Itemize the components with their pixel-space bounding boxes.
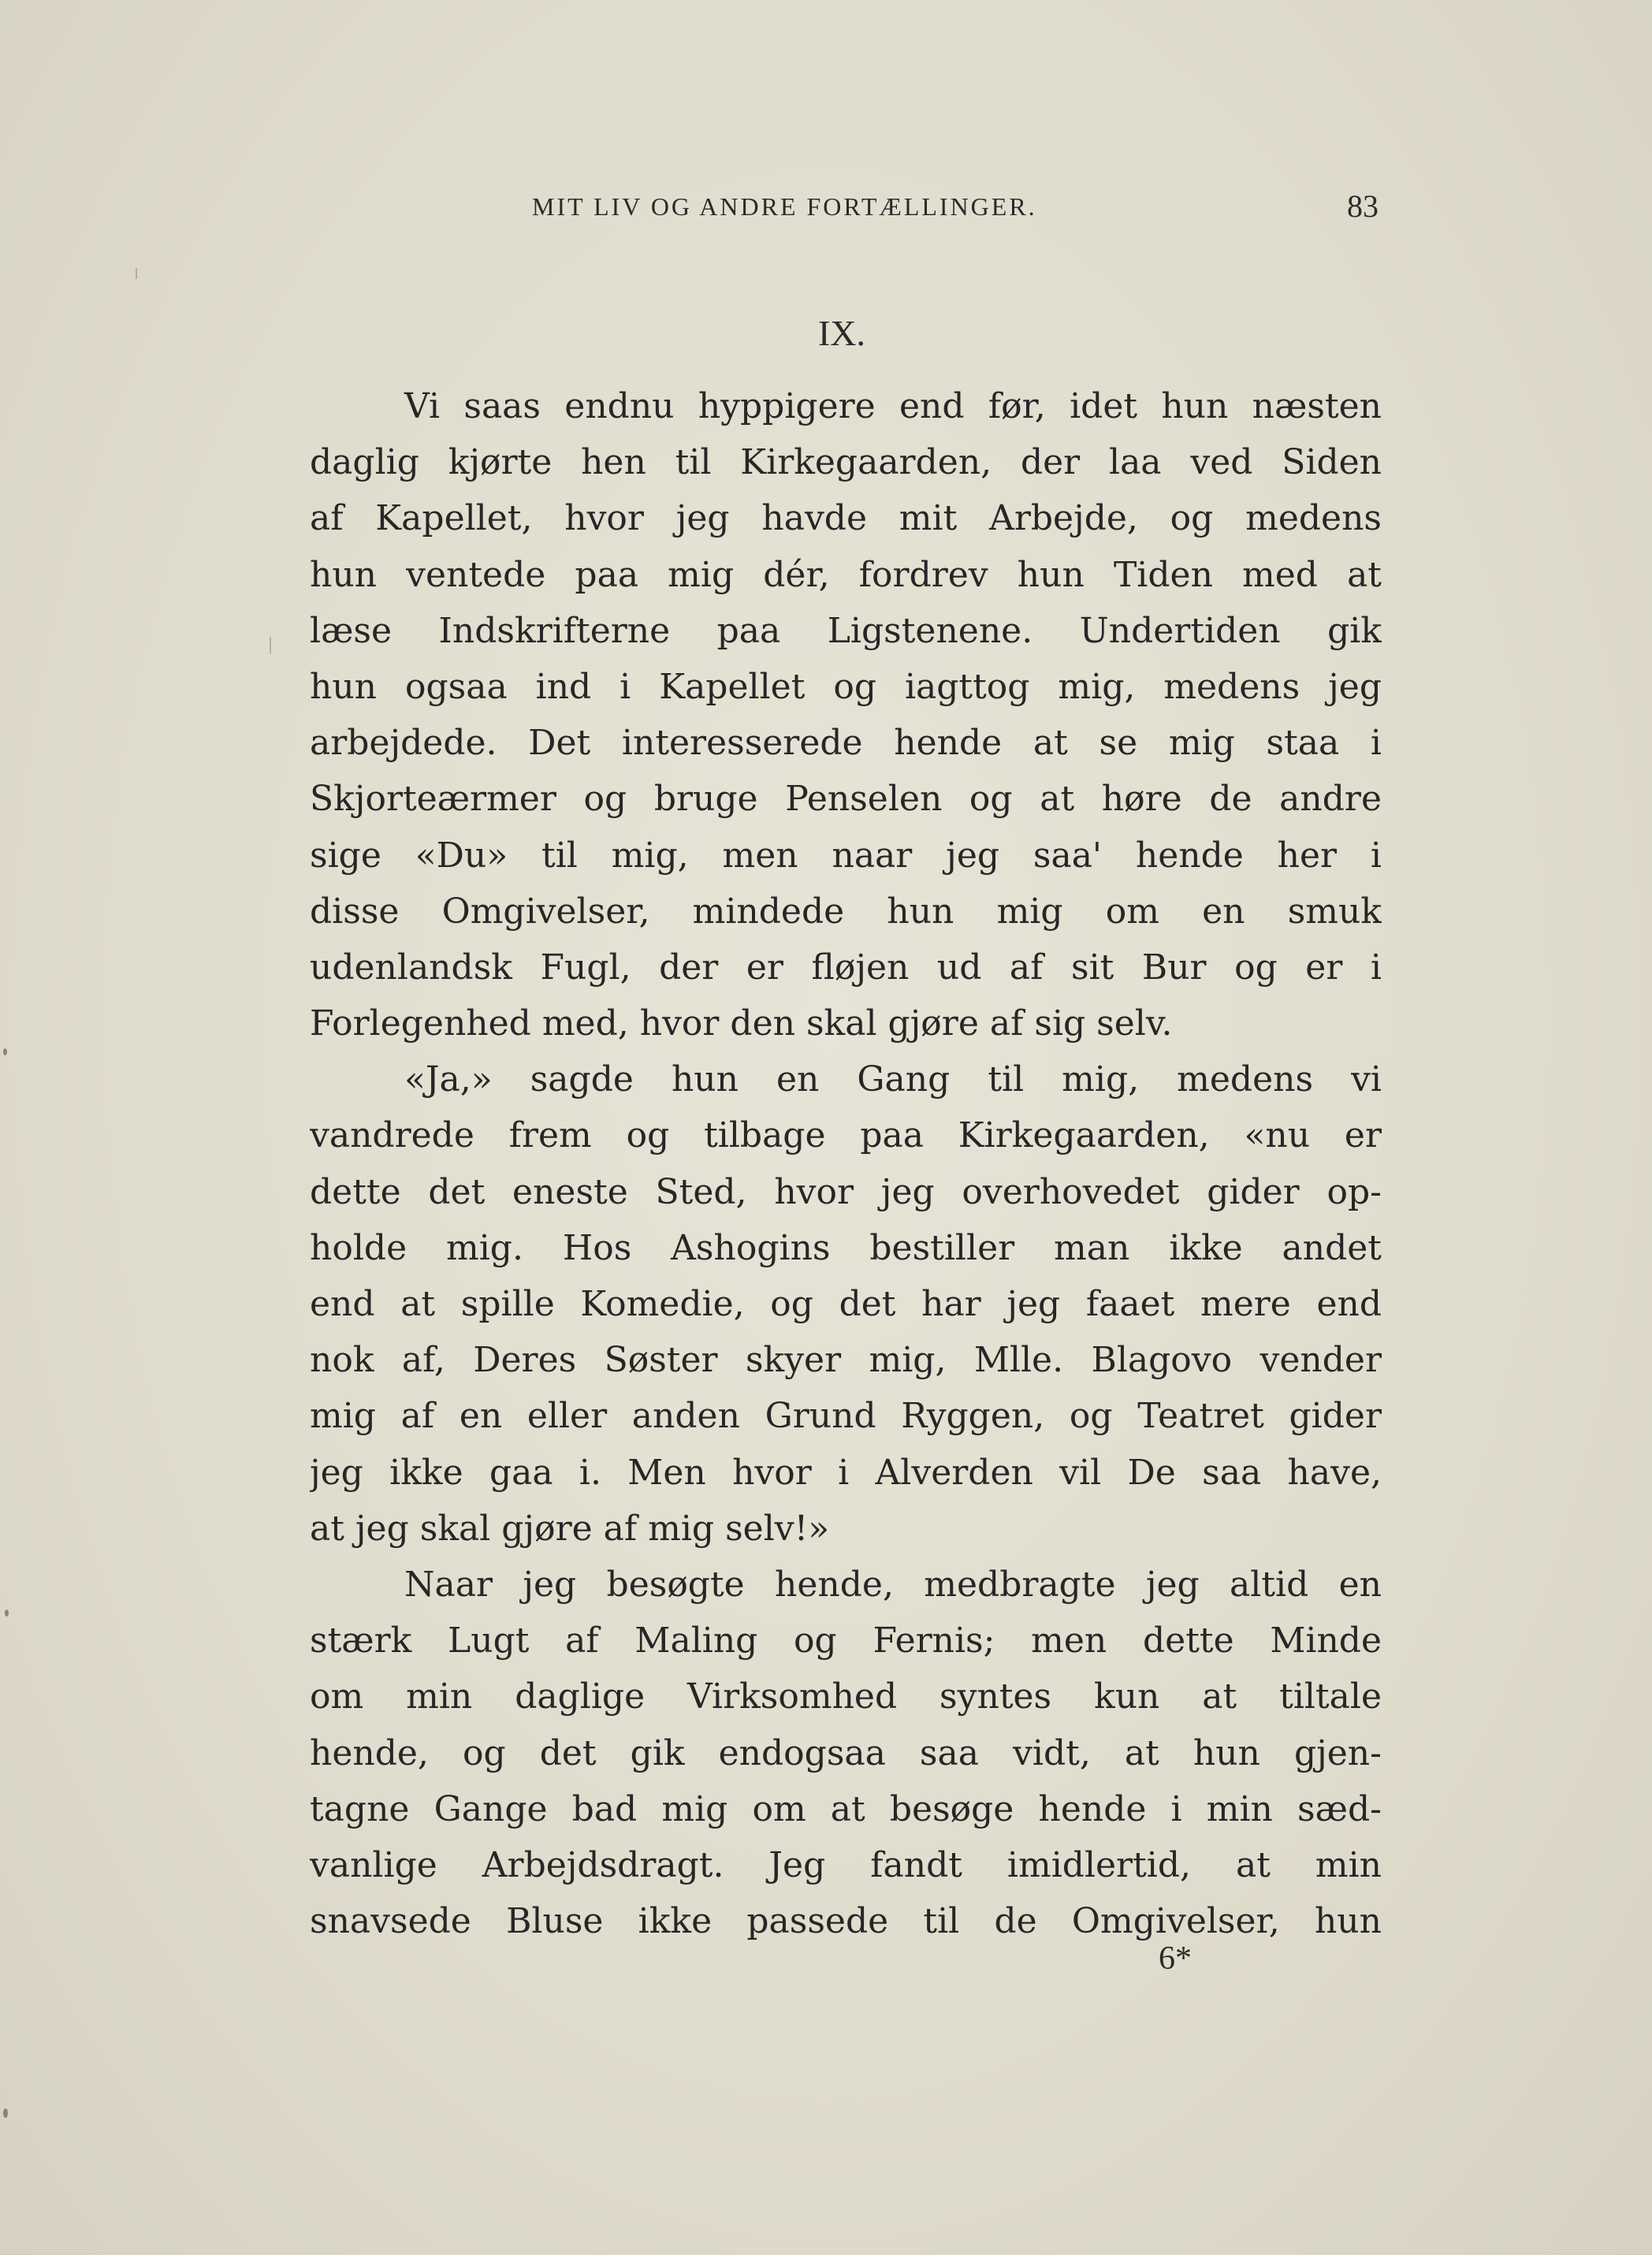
text-line: tagne Gange bad mig om at besøge hende i min sæd- [310,1788,1382,1829]
running-title: MIT LIV OG ANDRE FORTÆLLINGER. [532,192,1037,221]
paper-speck [3,2108,8,2118]
text-line: hende, og det gik endogsaa saa vidt, at hun gjen- [310,1732,1382,1773]
text-line: snavsede Bluse ikke passede til de Omgivelser, hun [310,1901,1382,1942]
signature-mark: 6* [1159,1941,1192,1977]
paper-speck [136,268,137,279]
text-line: dette det eneste Sted, hvor jeg overhovedet gider op- [310,1171,1382,1212]
text-line: nok af, Deres Søster skyer mig, Mlle. Blagovo vender [310,1340,1382,1381]
text-line: «Ja,» sagde hun en Gang til mig, medens vi [404,1059,1382,1100]
page-header [311,183,1383,230]
text-line: læse Indskrifterne paa Ligstenene. Undertiden gik [310,610,1382,651]
paper-speck [5,1609,9,1617]
text-line: om min daglige Virksomhed syntes kun at tiltale [310,1676,1382,1717]
text-line: jeg ikke gaa i. Men hvor i Alverden vil De saa have, [310,1452,1382,1493]
body-text [310,378,1382,1949]
text-line: at jeg skal gjøre af mig selv!» [310,1508,830,1549]
text-line: vandrede frem og tilbage paa Kirkegaarden, «nu er [310,1115,1382,1156]
text-line: Skjorteærmer og bruge Penselen og at høre de andre [310,779,1382,820]
text-line: vanlige Arbejdsdragt. Jeg fandt imidlertid, at min [310,1844,1382,1885]
page-number: 83 [1347,188,1379,224]
text-line: holde mig. Hos Ashogins bestiller man ikke andet [310,1227,1382,1268]
text-line: udenlandsk Fugl, der er fløjen ud af sit Bur og er i [310,947,1382,988]
text-line: af Kapellet, hvor jeg havde mit Arbejde, og medens [310,498,1382,539]
text-line: end at spille Komedie, og det har jeg faaet mere end [310,1284,1382,1324]
text-line: hun ogsaa ind i Kapellet og iagttog mig, medens jeg [310,666,1382,707]
text-line: arbejdede. Det interesserede hende at se mig staa i [310,723,1382,764]
text-line: Forlegenhed med, hvor den skal gjøre af sig selv. [310,1003,1173,1044]
text-line: stærk Lugt af Maling og Fernis; men dette Minde [310,1621,1382,1661]
text-line: disse Omgivelser, mindede hun mig om en smuk [310,891,1382,932]
text-line: Naar jeg besøgte hende, medbragte jeg altid en [404,1564,1382,1605]
text-line: hun ventede paa mig dér, fordrev hun Tiden med at [310,554,1382,595]
text-line: Vi saas endnu hyppigere end før, idet hun næsten [404,386,1382,426]
paper-speck [3,1048,7,1055]
text-line: daglig kjørte hen til Kirkegaarden, der laa ved Siden [310,442,1382,483]
paper-speck [270,637,271,654]
text-line: sige «Du» til mig, men naar jeg saa' hende her i [310,835,1382,876]
text-line: mig af en eller anden Grund Ryggen, og Teatret gider [310,1396,1382,1437]
chapter-heading: IX. [817,313,866,353]
